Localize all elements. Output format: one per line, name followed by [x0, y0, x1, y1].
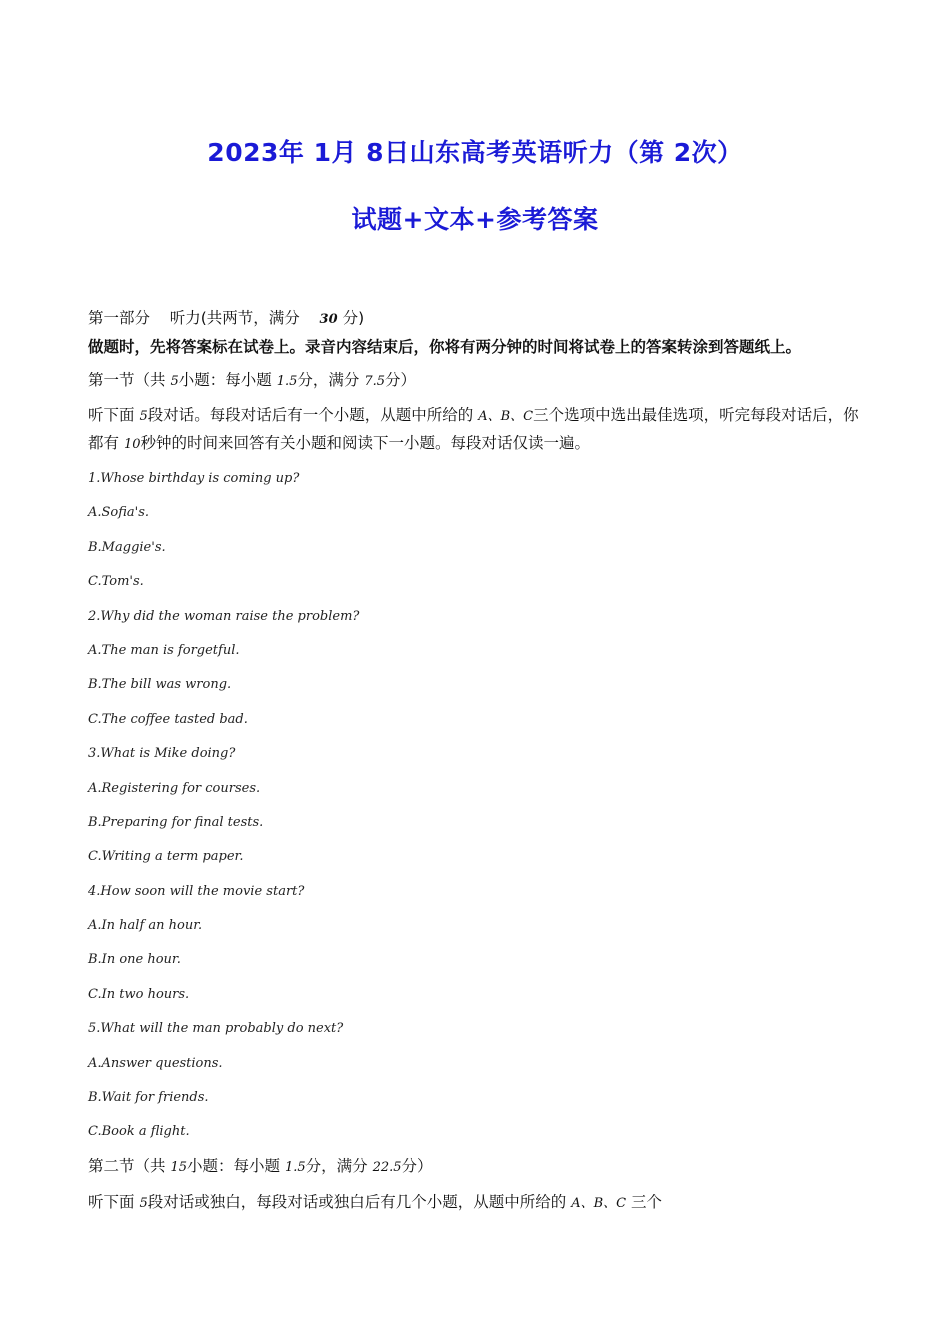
option-1c: C.Tom's.: [88, 574, 144, 590]
section2-intro: 听下面 5段对话或独白，每段对话或独白后有几个小题，从题中所给的 A、B、C 三个: [88, 1192, 663, 1211]
document-title: 2023年 1月 8日山东高考英语听力（第 2次）: [207, 138, 743, 167]
option-5c: C.Book a flight.: [88, 1124, 190, 1140]
part1-instruction: 做题时，先将答案标在试卷上。录音内容结束后，你将有两分钟的时间将试卷上的答案转涂到答题纸上。: [88, 338, 802, 356]
document-subtitle: 试题+文本+参考答案: [351, 205, 599, 234]
option-5a: A.Answer questions.: [88, 1055, 223, 1071]
option-2b: B.The bill was wrong.: [88, 677, 232, 693]
question-2: 2.Why did the woman raise the problem?: [88, 608, 360, 624]
part1-heading: 第一部分 听力(共两节，满分 30 分): [88, 309, 365, 327]
question-5: 5.What will the man probably do next?: [88, 1021, 344, 1037]
option-4b: B.In one hour.: [88, 952, 181, 968]
option-3a: A.Registering for courses.: [88, 780, 261, 796]
document-body: [88, 306, 872, 1222]
question-list: [88, 462, 872, 1150]
option-4c: C.In two hours.: [88, 986, 190, 1002]
option-3b: B.Preparing for final tests.: [88, 814, 264, 830]
section2-heading: 第二节（共 15小题：每小题 1.5分，满分 22.5分）: [88, 1156, 433, 1175]
option-1a: A.Sofia's.: [88, 505, 150, 521]
option-5b: B.Wait for friends.: [88, 1090, 209, 1106]
question-3: 3.What is Mike doing?: [88, 746, 236, 762]
option-1b: B.Maggie's.: [88, 539, 166, 555]
question-1: 1.Whose birthday is coming up?: [88, 471, 300, 486]
option-4a: A.In half an hour.: [88, 918, 203, 934]
question-4: 4.How soon will the movie start?: [88, 883, 305, 899]
section1-intro: 听下面 5段对话。每段对话后有一个小题，从题中所给的 A、B、C三个选项中选出最佳选项，听完每段对话后，你都有 10秒钟的时间来回答有关小题和阅读下一小题。每段对话仅读一遍。: [88, 406, 859, 452]
option-2a: A.The man is forgetful.: [88, 642, 240, 658]
option-2c: C.The coffee tasted bad.: [88, 711, 248, 727]
option-3c: C.Writing a term paper.: [88, 849, 244, 865]
section1-heading: 第一节（共 5小题：每小题 1.5分，满分 7.5分）: [88, 371, 417, 389]
